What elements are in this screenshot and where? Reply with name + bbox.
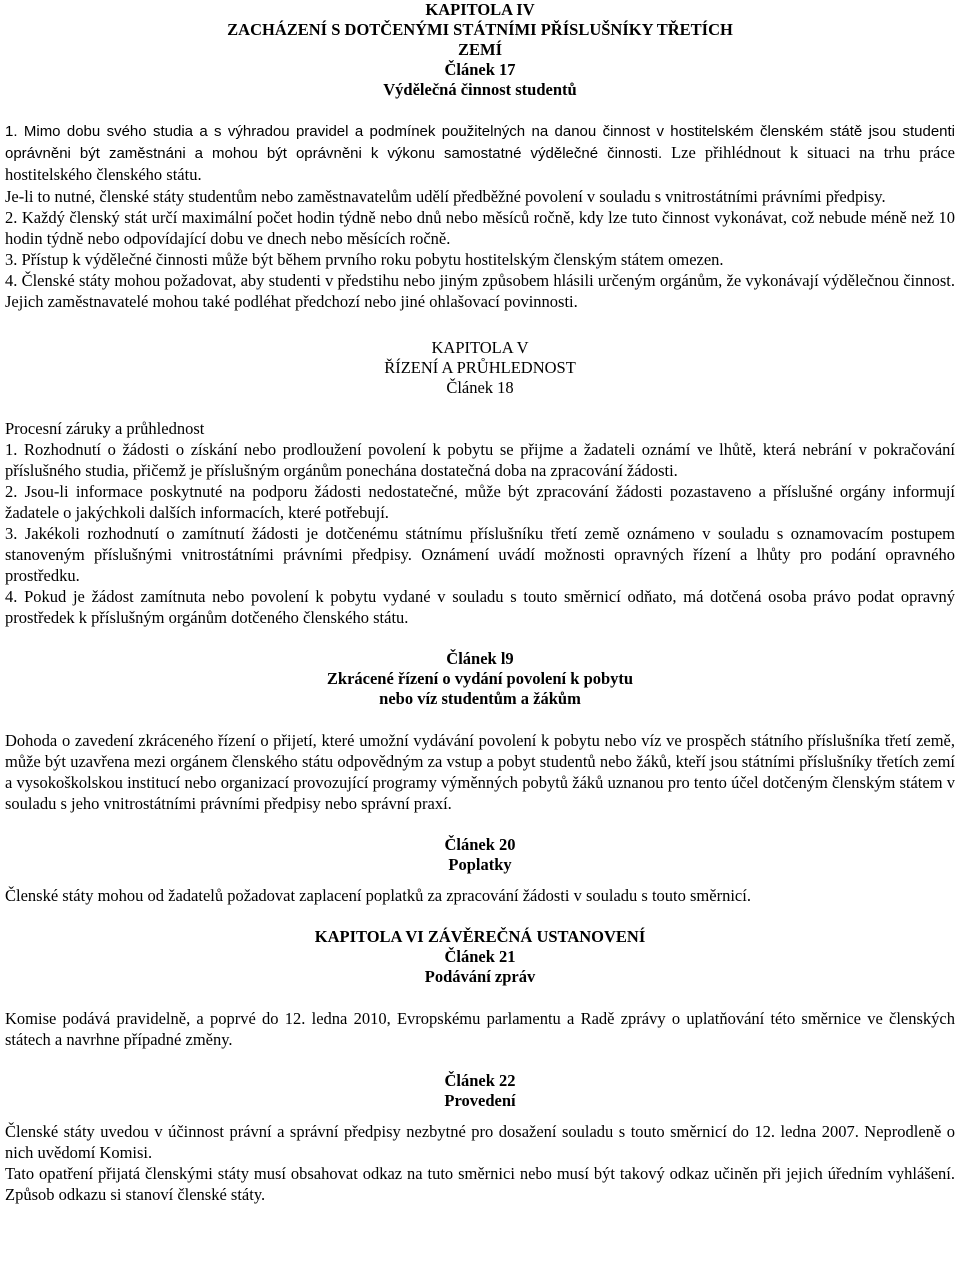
chapter-title: KAPITOLA VI ZÁVĚREČNÁ USTANOVENÍ — [314, 927, 646, 946]
chapter-title: ZACHÁZENÍ S DOTČENÝMI STÁTNÍMI PŘÍSLUŠNÍKY TŘETÍCH — [227, 20, 733, 39]
article-title-cont: nebo víz studentům a žákům — [379, 689, 581, 708]
paragraph — [5, 121, 955, 186]
chapter-5-heading — [5, 338, 955, 398]
paragraph: 3. Jakékoli rozhodnutí o zamítnutí žádosti je dotčenému státnímu příslušníku třetí země oznámeno v souladu s oznamovacím postupem stanoveným příslušnými vnitrostátními právními předpisy. Oznámení uvádí možnosti opravných řízení a lhůty pro podání opravného prostředku. — [5, 524, 955, 585]
chapter-4-heading — [5, 0, 955, 100]
paragraph: 2. Každý členský stát určí maximální počet hodin týdně nebo dnů nebo měsíců ročně, kdy lze tuto činnost vykonávat, což nebude méně než 10 hodin týdně nebo odpovídající dobu ve dnech nebo měsících ročně. — [5, 208, 955, 248]
article-22-heading — [5, 1071, 955, 1111]
paragraph: Dohoda o zavedení zkráceného řízení o přijetí, které umožní vydávání povolení k pobytu nebo víz ve prospěch státního příslušníka třetí země, může být uzavřena mezi orgánem členského státu odpovědným za vstup a pobyt studentů nebo žáků, kteří jsou státními příslušníky třetích zemí a vysokoškolskou institucí nebo organizací provozující programy výměnných pobytů žáků uznanou pro tento účel dotčeným členským státem v souladu s jeho vnitrostátními právními předpisy nebo správní praxí. — [5, 731, 955, 813]
paragraph: Členské státy uvedou v účinnost právní a správní předpisy nezbytné pro dosažení souladu s touto směrnicí do 12. ledna 2007. Neprodleně o nich uvědomí Komisi. — [5, 1122, 955, 1162]
article-title: Provedení — [444, 1091, 516, 1110]
paragraph: 1. Rozhodnutí o žádosti o získání nebo prodloužení povolení k pobytu se přijme a žadateli oznámí ve lhůtě, která nebrání v pokračování příslušného studia, přičemž je příslušným orgánům ponechána dostatečná doba na zpracování žádosti. — [5, 440, 955, 480]
paragraph: 3. Přístup k výdělečné činnosti může být během prvního roku pobytu hostitelským členským státem omezen. — [5, 250, 724, 269]
paragraph: Tato opatření přijatá členskými státy musí obsahovat odkaz na tuto směrnici nebo musí být takový odkaz učiněn při jejich úředním vyhlášení. Způsob odkazu si stanoví členské státy. — [5, 1164, 955, 1204]
article-number: Článek 17 — [444, 60, 516, 79]
article-title: Výdělečná činnost studentů — [383, 80, 577, 99]
article-title: Zkrácené řízení o vydání povolení k pobytu — [326, 669, 634, 688]
chapter-title-cont: ZEMÍ — [457, 40, 502, 59]
article-subtitle: Procesní záruky a průhlednost — [5, 419, 205, 438]
paragraph-serif: Lze přihlédnout k situaci na trhu práce hostitelského členského státu. — [5, 143, 955, 184]
paragraph: 4. Členské státy mohou požadovat, aby studenti v předstihu nebo jiným způsobem hlásili určeným orgánům, že vykonávají výdělečnou činnost. Jejich zaměstnavatelé mohou také podléhat předchozí nebo jiné ohlašovací povinnosti. — [5, 271, 955, 311]
chapter-number: KAPITOLA V — [431, 338, 529, 357]
article-number: Článek 20 — [444, 835, 516, 854]
paragraph: Je-li to nutné, členské státy studentům nebo zaměstnavatelům udělí předběžné povolení v souladu s vnitrostátními právními předpisy. — [5, 187, 886, 206]
article-number: Článek 22 — [444, 1071, 516, 1090]
article-number: Článek 21 — [444, 947, 516, 966]
article-number: Článek l9 — [446, 649, 514, 668]
article-number: Článek 18 — [446, 378, 514, 397]
chapter-6-heading — [5, 927, 955, 987]
chapter-number: KAPITOLA IV — [425, 0, 535, 19]
paragraph-sans: 1. Mimo dobu svého studia a s výhradou pravidel a podmínek použitelných na danou činnost v hostitelském členském státě jsou studenti oprávněni být zaměstnáni a mohou být oprávněni k výkonu samostatné výdělečné činnosti. — [5, 123, 955, 162]
paragraph: Členské státy mohou od žadatelů požadovat zaplacení poplatků za zpracování žádosti v souladu s touto směrnicí. — [5, 886, 751, 905]
paragraph: 4. Pokud je žádost zamítnuta nebo povolení k pobytu vydané v souladu s touto směrnicí odňato, má dotčená osoba právo podat opravný prostředek k příslušným orgánům dotčeného členského státu. — [5, 587, 955, 627]
article-title: Poplatky — [448, 855, 512, 874]
article-19-heading — [5, 649, 955, 709]
article-title: Podávání zpráv — [424, 967, 536, 986]
paragraph: 2. Jsou-li informace poskytnuté na podporu žádosti nedostatečné, může být zpracování žádosti pozastaveno a příslušné orgány informují žadatele o jakýchkoli dalších informacích, které potřebují. — [5, 482, 955, 522]
paragraph: Komise podává pravidelně, a poprvé do 12. ledna 2010, Evropskému parlamentu a Radě zprávy o uplatňování této směrnice ve členských státech a navrhne případné změny. — [5, 1009, 955, 1049]
article-20-heading — [5, 835, 955, 875]
chapter-title: ŘÍZENÍ A PRŮHLEDNOST — [384, 358, 576, 377]
